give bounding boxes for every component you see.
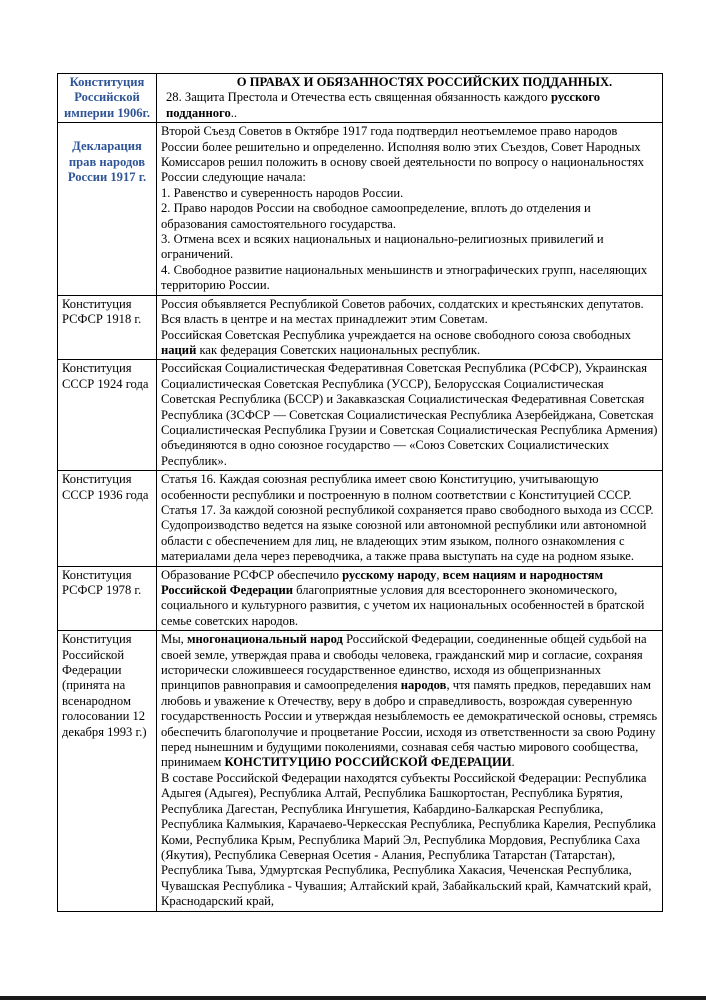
table-row xyxy=(58,74,663,123)
row-label-1936 xyxy=(58,471,157,566)
text-run: принимаем xyxy=(161,755,225,770)
text-run: благоприятные условия для всестороннего экономического, социального и культурного развития, с учетом их национальных особенностей в братской семье советских народов. xyxy=(161,583,645,628)
bold-text: КОНСТИТУЦИЮ РОССИЙСКОЙ ФЕДЕРАЦИИ xyxy=(224,755,512,770)
table-row xyxy=(58,471,663,566)
bold-text: всем нациям и народностям Российской Федерации xyxy=(161,567,604,597)
text-run: . xyxy=(511,755,515,770)
paragraph: 1. Равенство и суверенность народов России. xyxy=(161,185,404,200)
table-row xyxy=(58,295,663,360)
paragraph xyxy=(161,328,658,359)
row-label-1924 xyxy=(58,360,157,471)
paragraph xyxy=(161,568,658,630)
row-label-text: Конституция СССР 1924 года xyxy=(62,361,149,391)
text-run: Российской Федерации, соединенные общей судьбой на своей земле, утверждая права и свободы человека, гражданский мир и согласие, сохраняя исторически сложившееся государственное единство, исходя из общепризнанных принципов равноправия и самоопределения xyxy=(161,632,647,693)
bold-text: русскому народу xyxy=(342,567,437,582)
paragraph: Второй Съезд Советов в Октябре 1917 года подтвердил неотъемлемое право народов России более решительно и определенно. Исполняя волю этих Съездов, Совет Народных Комиссаров решил положить в основу своей деятельности по вопросу о национальностях России следующие начала: xyxy=(161,124,645,185)
text-run: , чтя память предков, передавших нам любовь и уважение к Отечеству, веру в добро и справедливость, возрождая суверенную государственность России и утверждая незыблемость ее демократической основы, стремясь обеспечить благополучие и процветание России, исходя из ответственности за свою Родину перед нынешним и будущими поколениями, сознавая себя частью мирового сообщества, xyxy=(161,678,658,755)
row-content-1906 xyxy=(157,74,663,123)
row-label-text: Конституция РСФСР 1918 г. xyxy=(62,296,142,327)
row-label-1993 xyxy=(58,631,157,911)
paragraph: Россия объявляется Республикой Советов рабочих, солдатских и крестьянских депутатов. Вся власть в центре и на местах принадлежит этим Советам. xyxy=(161,296,644,327)
page-bottom-border xyxy=(0,996,706,1000)
row-label-text: Конституция РСФСР 1978 г. xyxy=(62,567,142,597)
row-content-1924 xyxy=(157,360,663,471)
row-label-text: Конституция Российской Федерации (принята на всенародном голосовании 12 декабря 1993 г.) xyxy=(62,632,147,739)
paragraph: Судопроизводство ведется на языке союзной или автономной республики или автономной области с обеспечением для лиц, не владеющих этим языком, полного ознакомления с материалами дела через переводчика, а также права выступать на суде на родном языке. xyxy=(161,518,647,564)
text-run: .. xyxy=(230,105,238,120)
table-row xyxy=(58,631,663,911)
row-content-1918 xyxy=(157,295,663,360)
paragraph: В составе Российской Федерации находятся субъекты Российской Федерации: Республика Адыгея (Адыгея), Республика Алтай, Республика Башкортостан, Республика Бурятия, Республика Дагестан, Республика Ингушетия, Кабардино-Балкарская Республика, Республика Калмыкия, Карачаево-Черкесская Республика, Республика Карелия, Республика Коми, Республика Крым, Республика Марий Эл, Республика Мордовия, Республика Саха (Якутия), Республика Северная Осетия - Алания, Республика Татарстан (Татарстан), Республика Тыва, Удмуртская Республика, Республика Хакасия, Чеченская Республика, Чувашская Республика - Чувашия; Алтайский край, Забайкальский край, Камчатский край, Краснодарский край, xyxy=(161,770,656,909)
paragraph: Статья 16. Каждая союзная республика имеет свою Конституцию, учитывающую особенности республики и построенную в полном соответствии с Конституцией СССР. xyxy=(161,472,632,502)
paragraph: Статья 17. За каждой союзной республикой сохраняется право свободного выхода из СССР. xyxy=(161,502,654,517)
paragraph: 4. Свободное развитие национальных меньшинств и этнографических групп, населяющих территорию России. xyxy=(161,262,648,293)
bold-text: многонациональный народ xyxy=(186,632,343,647)
row-label-text: Конституция Российской империи 1906г. xyxy=(64,75,150,120)
row-content-1917 xyxy=(157,123,663,295)
row-label-1906 xyxy=(58,74,157,123)
paragraph xyxy=(161,755,658,770)
bold-text: народов xyxy=(400,678,447,693)
paragraph: 2. Право народов России на свободное самоопределение, вплоть до отделения и образования самостоятельного государства. xyxy=(161,201,591,231)
row-label-text: Декларация прав народов России 1917 г. xyxy=(67,139,147,185)
constitutions-table xyxy=(57,73,663,912)
row-content-1993 xyxy=(157,631,663,911)
row-label-text: Конституция СССР 1936 года xyxy=(62,472,149,502)
text-run: Образование РСФСР обеспечило xyxy=(161,567,343,582)
table-row xyxy=(58,566,663,631)
text-run: Российская Советская Республика учреждается на основе свободного союза свободных xyxy=(161,327,632,342)
row-label-1917 xyxy=(58,123,157,295)
table-row xyxy=(58,123,663,295)
table-row xyxy=(58,360,663,471)
paragraph xyxy=(161,90,658,121)
row-label-1918 xyxy=(58,295,157,360)
text-run: как федерация Советских национальных республик. xyxy=(196,342,481,357)
text-run: , xyxy=(436,567,443,582)
text-run: Мы, xyxy=(161,632,187,647)
paragraph: Российская Социалистическая Федеративная Советская Республика (РСФСР), Украинская Социалистическая Советская Республика (УССР), Белорусская Социалистическая Советская Республика (БССР) и Закавказская Социалистическая Федеративная Советская Республика (ЗСФСР — Советская Социалистическая Республика Азербейджана, Советская Социалистическая Республика Грузии и Советская Социалистическая Республика Армения) объединяются в одно союзное государство — «Союз Советских Социалистических Республик». xyxy=(161,361,658,468)
row-label-1978 xyxy=(58,566,157,631)
section-heading: О ПРАВАХ И ОБЯЗАННОСТЯХ РОССИЙСКИХ ПОДДАННЫХ. xyxy=(236,75,613,89)
paragraph xyxy=(161,632,658,755)
text-run: 28. Защита Престола и Отечества есть священная обязанность каждого xyxy=(166,90,552,105)
paragraph: 3. Отмена всех и всяких национальных и национально-религиозных привилегий и ограничений. xyxy=(161,232,604,262)
row-content-1978 xyxy=(157,566,663,631)
row-content-1936 xyxy=(157,471,663,566)
bold-text: русского подданного xyxy=(166,90,601,120)
bold-text: наций xyxy=(161,342,197,357)
